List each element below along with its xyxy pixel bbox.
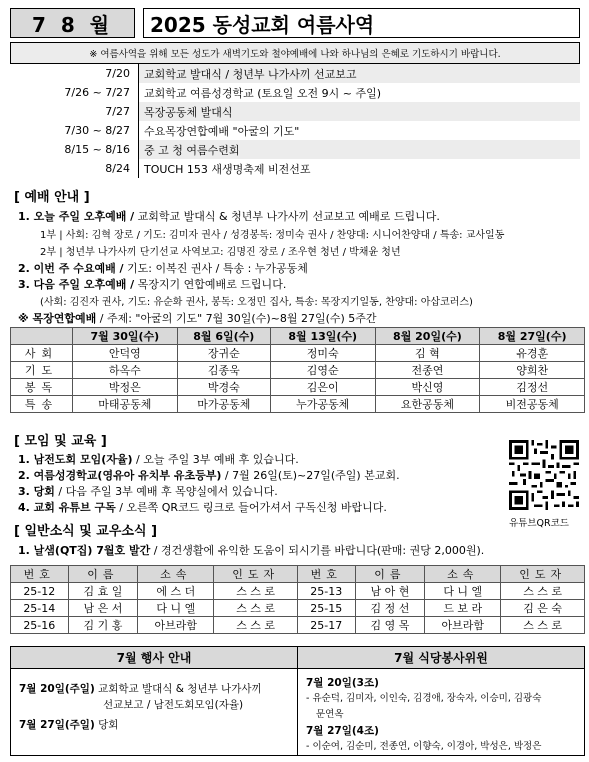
cafeteria-week-1-label: 7월 20일(3조) [306, 677, 379, 689]
schedule-date: 8/15 ~ 8/16 [64, 143, 130, 156]
meeting-item-2 [18, 467, 400, 483]
rota-cell: 정미숙 [270, 345, 375, 362]
cafeteria-week-2-names: - 이순여, 김순미, 전종연, 이향숙, 이경아, 박성은, 박정은 [306, 741, 542, 752]
member-cell: 스 스 로 [501, 583, 585, 600]
worship-item-1-part2: 2부 | 청년부 나가사끼 단기선교 사역보고: 김명진 장로 / 조우현 청년 / 박채윤 청년 [40, 247, 401, 258]
rota-cell: 누가공동체 [270, 396, 375, 413]
rota-cell: 김은이 [270, 379, 375, 396]
rota-role: 봉독 [11, 379, 73, 396]
member-header-row [11, 566, 585, 583]
schedule-event: 교회학교 여름성경학교 (토요일 오전 9시 ~ 주일) [138, 83, 580, 102]
member-cell: 25-14 [11, 600, 69, 617]
news-item-1-text: / 경건생활에 유익한 도움이 되시기를 바랍니다(판매: 권당 2,000원). [150, 544, 485, 557]
rota-cell: 박정은 [73, 379, 178, 396]
meeting-item-4-text: / 오른쪽 QR코드 링크로 들어가셔서 구독신청 바랍니다. [115, 501, 387, 514]
rota-cell: 마가공동체 [177, 396, 270, 413]
prayer-notice: ※ 여름사역을 위해 모든 성도가 새벽기도와 철야예배에 나와 하나님의 은혜로 기도하시기 바랍니다. [10, 42, 580, 64]
member-header: 번호 [11, 566, 69, 583]
worship-item-2-text: 기도: 이복진 권사 / 특송 : 누가공동체 [123, 262, 308, 275]
worship-note-text: / 주제: "아굴의 기도" 7월 30일(수)~8월 27일(수) 5주간 [96, 312, 377, 325]
cafeteria-body [298, 669, 584, 761]
news-item-1-heading: 1. 날샘(QT집) 7월호 발간 [18, 544, 151, 557]
rota-cell: 전종연 [375, 362, 480, 379]
member-cell: 아브라함 [138, 617, 214, 634]
cafeteria-week-1-names: - 유순덕, 김미자, 이인숙, 김경애, 장숙자, 이승미, 김광숙 [306, 693, 542, 704]
bottom-info-box [10, 646, 585, 756]
member-header: 소속 [138, 566, 214, 583]
member-cell: 김 효 일 [68, 583, 138, 600]
rota-date: 8월 27일(수) [480, 328, 585, 345]
member-cell: 스 스 로 [214, 617, 298, 634]
rota-cell: 마태공동체 [73, 396, 178, 413]
rota-cell: 유경훈 [480, 345, 585, 362]
rota-corner [11, 328, 73, 345]
event-1-text: 교회학교 발대식 & 청년부 나가사끼 [94, 683, 262, 695]
worship-item-3-detail: (사회: 김진자 권사, 기도: 유순화 권사, 봉독: 오정민 집사, 특송: 목장지기일동, 찬양대: 아삽코러스) [40, 297, 473, 308]
member-cell: 김 정 선 [355, 600, 425, 617]
cafeteria-week-2-label: 7월 27일(4조) [306, 725, 379, 737]
member-cell: 스 스 로 [214, 600, 298, 617]
schedule-event: 목장공동체 발대식 [138, 102, 580, 121]
events-body [11, 669, 297, 739]
schedule-row [10, 140, 580, 159]
member-header: 이름 [355, 566, 425, 583]
worship-item-3-text: 목장지기 연합예배로 드립니다. [134, 278, 287, 291]
member-cell: 김 기 홍 [68, 617, 138, 634]
rota-row [11, 362, 585, 379]
member-cell: 에 스 더 [138, 583, 214, 600]
member-cell: 김 은 숙 [501, 600, 585, 617]
news-item-1 [18, 542, 484, 558]
member-cell: 25-16 [11, 617, 69, 634]
rota-cell: 안덕영 [73, 345, 178, 362]
schedule-row [10, 83, 580, 102]
cafeteria-column [297, 647, 584, 755]
meeting-item-4 [18, 499, 387, 515]
schedule-date: 7/20 [105, 67, 130, 80]
event-2 [19, 717, 289, 733]
rota-cell: 김정선 [480, 379, 585, 396]
rota-date: 8월 6일(수) [177, 328, 270, 345]
schedule-row [10, 121, 580, 140]
news-section-title: [ 일반소식 및 교우소식 ] [14, 524, 158, 539]
meeting-item-2-heading: 2. 여름성경학교(영유아 유치부 유초등부) [18, 469, 222, 482]
wednesday-rota-table [10, 327, 585, 413]
member-row [11, 600, 585, 617]
summer-schedule [10, 64, 580, 178]
worship-item-2-heading: 2. 이번 주 수요예배 / [18, 262, 124, 275]
meeting-item-1-text: / 오늘 주일 3부 예배 후 있습니다. [132, 453, 299, 466]
rota-cell: 김영순 [270, 362, 375, 379]
rota-date: 8월 20일(수) [375, 328, 480, 345]
meeting-item-1-heading: 1. 남전도회 모임(자율) [18, 453, 133, 466]
page-title: 2025 동성교회 여름사역 [143, 8, 580, 38]
rota-cell: 박경숙 [177, 379, 270, 396]
worship-item-3-heading: 3. 다음 주일 오후예배 / [18, 278, 135, 291]
schedule-event: 교회학교 발대식 / 청년부 나가사끼 선교보고 [138, 64, 580, 83]
member-cell: 남 아 현 [355, 583, 425, 600]
rota-cell: 김 혁 [375, 345, 480, 362]
member-cell: 남 은 서 [68, 600, 138, 617]
member-cell: 25-12 [11, 583, 69, 600]
rota-cell: 비전공동체 [480, 396, 585, 413]
member-cell: 다 니 엘 [425, 583, 501, 600]
schedule-event: 수요목장연합예배 "아굴의 기도" [138, 121, 580, 140]
meeting-item-3 [18, 483, 278, 499]
member-row [11, 617, 585, 634]
schedule-date: 7/26 ~ 7/27 [64, 86, 130, 99]
cafeteria-title: 7월 식당봉사위원 [298, 647, 584, 669]
rota-cell: 김종욱 [177, 362, 270, 379]
meeting-item-2-text: / 7월 26일(토)~27일(주일) 본교회. [221, 469, 400, 482]
schedule-date: 8/24 [105, 162, 130, 175]
schedule-date: 7/30 ~ 8/27 [64, 124, 130, 137]
cafeteria-week-2-title [306, 723, 576, 739]
worship-item-2 [18, 260, 308, 276]
member-cell: 다 니 엘 [138, 600, 214, 617]
worship-item-3 [18, 276, 286, 292]
meeting-item-3-heading: 3. 당회 [18, 485, 55, 498]
member-header: 소속 [425, 566, 501, 583]
rota-cell: 박신영 [375, 379, 480, 396]
new-member-table [10, 565, 585, 634]
member-row [11, 583, 585, 600]
member-cell: 25-15 [297, 600, 355, 617]
rota-role: 기도 [11, 362, 73, 379]
member-header: 이름 [68, 566, 138, 583]
rota-row [11, 379, 585, 396]
meeting-item-1 [18, 451, 299, 467]
rota-role: 사회 [11, 345, 73, 362]
member-header: 인도자 [501, 566, 585, 583]
worship-item-1-part1: 1부 | 사회: 김혁 장로 / 기도: 김미자 권사 / 성경봉독: 정미숙 권사 / 찬양대: 시니어찬양대 / 특송: 교사일동 [40, 230, 505, 241]
member-cell: 스 스 로 [501, 617, 585, 634]
bulletin-header [10, 8, 580, 38]
worship-item-1-text: 교회학교 발대식 & 청년부 나가사끼 선교보고 예배로 드립니다. [134, 210, 440, 223]
youtube-qr-code-icon[interactable] [509, 440, 579, 510]
rota-date: 8월 13일(수) [270, 328, 375, 345]
rota-row [11, 345, 585, 362]
worship-item-1 [18, 208, 440, 224]
event-2-text: 당회 [94, 719, 119, 731]
worship-item-1-heading: 1. 오늘 주일 오후예배 / [18, 210, 135, 223]
rota-date: 7월 30일(수) [73, 328, 178, 345]
schedule-date: 7/27 [105, 105, 130, 118]
rota-cell: 하옥수 [73, 362, 178, 379]
cafeteria-week-1-names-cont: 문연옥 [316, 709, 344, 720]
event-1-date: 7월 20일(주일) [19, 683, 95, 695]
rota-role: 특송 [11, 396, 73, 413]
rota-row [11, 396, 585, 413]
worship-section-title: [ 예배 안내 ] [14, 190, 90, 205]
meeting-section-title: [ 모임 및 교육 ] [14, 434, 107, 449]
event-1 [19, 681, 289, 697]
member-header: 인도자 [214, 566, 298, 583]
rota-header-row [11, 328, 585, 345]
schedule-row [10, 159, 580, 178]
schedule-row [10, 102, 580, 121]
event-1-cont: 선교보고 / 남전도회모임(자율) [103, 699, 244, 711]
member-cell: 아브라함 [425, 617, 501, 634]
member-cell: 25-17 [297, 617, 355, 634]
meeting-item-4-heading: 4. 교회 유튜브 구독 [18, 501, 116, 514]
events-column [11, 647, 297, 755]
month-label: 7 8 월 [10, 8, 135, 38]
events-title: 7월 행사 안내 [11, 647, 297, 669]
cafeteria-week-1-title [306, 675, 576, 691]
rota-cell: 요한공동체 [375, 396, 480, 413]
rota-cell: 장귀순 [177, 345, 270, 362]
worship-note-heading: ※ 목장연합예배 [18, 312, 97, 325]
meeting-item-3-text: / 다음 주일 3부 예배 후 목양실에서 있습니다. [54, 485, 278, 498]
schedule-event: 중 고 청 여름수련회 [138, 140, 580, 159]
member-header: 번호 [297, 566, 355, 583]
schedule-row [10, 64, 580, 83]
member-cell: 25-13 [297, 583, 355, 600]
member-cell: 드 보 라 [425, 600, 501, 617]
qr-caption: 유튜브QR코드 [509, 518, 569, 529]
rota-cell: 양희찬 [480, 362, 585, 379]
member-cell: 김 영 목 [355, 617, 425, 634]
member-cell: 스 스 로 [214, 583, 298, 600]
schedule-event: TOUCH 153 새생명축제 비전선포 [138, 159, 580, 178]
worship-note [18, 310, 377, 326]
event-2-date: 7월 27일(주일) [19, 719, 95, 731]
